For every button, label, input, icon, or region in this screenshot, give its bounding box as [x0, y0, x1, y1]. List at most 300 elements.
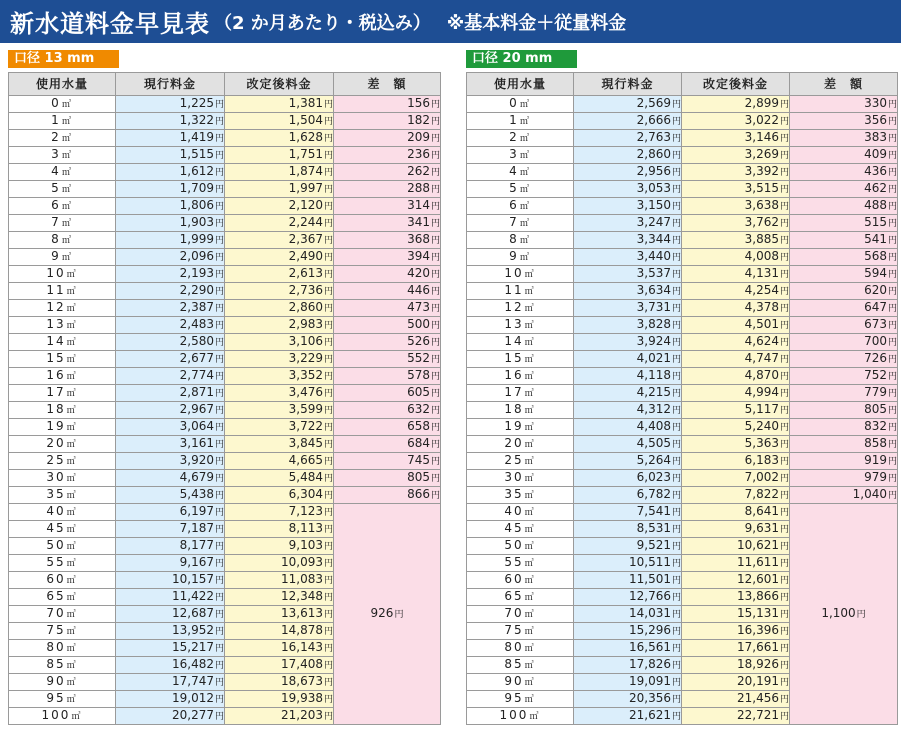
- current-fee-cell-value: 3,053: [636, 181, 671, 195]
- current-fee-cell-value: 4,118: [636, 368, 671, 382]
- revised-fee-cell-value: 3,515: [744, 181, 779, 195]
- revised-fee-cell-unit: 円: [323, 100, 333, 110]
- current-fee-cell-unit: 円: [671, 389, 681, 399]
- revised-fee-cell-value: 3,476: [288, 385, 323, 399]
- usage-cell: [9, 164, 116, 181]
- diff-cell-value: 632: [407, 402, 430, 416]
- current-fee-cell: [116, 215, 225, 232]
- diff-cell-unit: 円: [887, 321, 897, 331]
- diff-cell: [334, 334, 441, 351]
- revised-fee-cell-unit: 円: [323, 559, 333, 569]
- diff-cell-value: 262: [407, 164, 430, 178]
- revised-fee-cell: [682, 470, 790, 487]
- current-fee-cell-value: 15,217: [171, 640, 214, 654]
- usage-cell-unit: ㎥: [524, 355, 536, 365]
- diff-cell: [790, 266, 898, 283]
- diff-cell-unit: 円: [887, 304, 897, 314]
- table-row: [467, 130, 898, 147]
- current-fee-cell-value: 21,621: [628, 708, 671, 722]
- usage-cell-value: 4: [51, 164, 61, 178]
- diff-cell-value: 409: [864, 147, 887, 161]
- revised-fee-cell: [682, 606, 790, 623]
- usage-cell-unit: ㎥: [61, 185, 73, 195]
- table-row: [9, 504, 441, 521]
- revised-fee-cell-unit: 円: [779, 491, 789, 501]
- current-fee-cell-value: 2,871: [179, 385, 214, 399]
- current-fee-cell-unit: 円: [671, 491, 681, 501]
- revised-fee-cell-value: 2,983: [288, 317, 323, 331]
- revised-fee-cell-unit: 円: [323, 474, 333, 484]
- diff-cell-unit: 円: [430, 304, 440, 314]
- usage-cell: [9, 640, 116, 657]
- usage-cell-value: 9: [51, 249, 61, 263]
- usage-cell-unit: ㎥: [524, 508, 536, 518]
- current-fee-cell-unit: 円: [214, 457, 224, 467]
- diff-cell: [790, 368, 898, 385]
- usage-cell-unit: ㎥: [66, 525, 78, 535]
- usage-cell: [467, 368, 574, 385]
- current-fee-cell-value: 3,344: [636, 232, 671, 246]
- current-fee-cell: [574, 436, 682, 453]
- diff-cell: [790, 351, 898, 368]
- usage-cell-value: 2: [509, 130, 519, 144]
- revised-fee-cell-unit: 円: [323, 338, 333, 348]
- current-fee-cell: [574, 198, 682, 215]
- usage-cell-value: 8: [51, 232, 61, 246]
- table-row: [467, 453, 898, 470]
- current-fee-cell-unit: 円: [214, 695, 224, 705]
- usage-cell-value: 12: [504, 300, 524, 314]
- usage-cell-unit: ㎥: [66, 661, 78, 671]
- diff-cell-value: 515: [864, 215, 887, 229]
- table-row: [9, 419, 441, 436]
- usage-cell-unit: ㎥: [524, 389, 536, 399]
- revised-fee-cell: [225, 436, 334, 453]
- usage-cell: [467, 419, 574, 436]
- current-fee-cell: [574, 708, 682, 725]
- revised-fee-cell-unit: 円: [779, 457, 789, 467]
- usage-cell-value: 5: [51, 181, 61, 195]
- revised-fee-cell: [225, 317, 334, 334]
- revised-fee-cell-unit: 円: [779, 559, 789, 569]
- diff-merged-cell: [790, 504, 898, 725]
- usage-cell: [467, 708, 574, 725]
- usage-cell: [9, 300, 116, 317]
- diff-cell-unit: 円: [887, 202, 897, 212]
- usage-cell-value: 15: [504, 351, 524, 365]
- current-fee-cell: [574, 266, 682, 283]
- usage-cell-value: 5: [509, 181, 519, 195]
- revised-fee-cell-value: 1,874: [288, 164, 323, 178]
- diff-cell-value: 436: [864, 164, 887, 178]
- usage-cell: [467, 657, 574, 674]
- revised-fee-cell: [682, 130, 790, 147]
- revised-fee-cell: [682, 521, 790, 538]
- diff-cell-value: 209: [407, 130, 430, 144]
- revised-fee-cell-value: 9,103: [288, 538, 323, 552]
- usage-cell: [9, 555, 116, 572]
- usage-cell-unit: ㎥: [66, 559, 78, 569]
- current-fee-cell: [116, 657, 225, 674]
- revised-fee-cell-value: 2,613: [288, 266, 323, 280]
- current-fee-cell-value: 16,482: [171, 657, 214, 671]
- revised-fee-cell-unit: 円: [323, 270, 333, 280]
- table-row: [9, 147, 441, 164]
- revised-fee-cell-value: 4,665: [288, 453, 323, 467]
- usage-cell: [9, 691, 116, 708]
- current-fee-cell: [574, 504, 682, 521]
- current-fee-cell-value: 1,419: [179, 130, 214, 144]
- revised-fee-cell-unit: 円: [323, 593, 333, 603]
- revised-fee-cell: [225, 691, 334, 708]
- current-fee-cell-unit: 円: [671, 423, 681, 433]
- table-row: [467, 266, 898, 283]
- revised-fee-cell-value: 16,396: [736, 623, 779, 637]
- current-fee-cell-value: 13,952: [171, 623, 214, 637]
- current-fee-cell-value: 8,177: [179, 538, 214, 552]
- usage-cell: [467, 606, 574, 623]
- current-fee-cell-value: 3,150: [636, 198, 671, 212]
- table-body: [9, 96, 441, 725]
- usage-cell-value: 1: [51, 113, 61, 127]
- revised-fee-cell: [682, 572, 790, 589]
- revised-fee-cell-value: 3,722: [288, 419, 323, 433]
- diff-cell-value: 578: [407, 368, 430, 382]
- usage-cell-unit: ㎥: [519, 185, 531, 195]
- usage-cell-unit: ㎥: [66, 287, 78, 297]
- usage-cell-value: 16: [504, 368, 524, 382]
- current-fee-cell-unit: 円: [671, 525, 681, 535]
- usage-cell: [9, 521, 116, 538]
- usage-cell-value: 30: [46, 470, 66, 484]
- revised-fee-cell-unit: 円: [779, 610, 789, 620]
- diff-cell-unit: 円: [430, 253, 440, 263]
- usage-cell-unit: ㎥: [519, 253, 531, 263]
- current-fee-cell-unit: 円: [214, 678, 224, 688]
- diff-cell: [334, 232, 441, 249]
- revised-fee-cell-value: 16,143: [280, 640, 323, 654]
- diff-cell-unit: 円: [430, 117, 440, 127]
- diff-cell: [790, 130, 898, 147]
- usage-cell: [9, 232, 116, 249]
- diff-cell-value: 330: [864, 96, 887, 110]
- revised-fee-cell-value: 3,392: [744, 164, 779, 178]
- revised-fee-cell-value: 1,628: [288, 130, 323, 144]
- revised-fee-cell: [682, 674, 790, 691]
- revised-fee-cell-value: 4,378: [744, 300, 779, 314]
- revised-fee-cell-value: 2,736: [288, 283, 323, 297]
- diff-cell-unit: 円: [887, 423, 897, 433]
- current-fee-cell-value: 1,999: [179, 232, 214, 246]
- usage-cell-value: 85: [46, 657, 66, 671]
- diff-cell-value: 594: [864, 266, 887, 280]
- current-fee-cell-unit: 円: [214, 202, 224, 212]
- page-title-bar: [0, 0, 901, 43]
- usage-cell-value: 25: [46, 453, 66, 467]
- usage-cell-unit: ㎥: [71, 712, 83, 722]
- usage-cell-unit: ㎥: [519, 134, 531, 144]
- current-fee-cell: [116, 504, 225, 521]
- current-fee-cell-unit: 円: [671, 372, 681, 382]
- diff-cell-unit: 円: [430, 423, 440, 433]
- revised-fee-cell: [225, 164, 334, 181]
- usage-cell-unit: ㎥: [66, 372, 78, 382]
- usage-cell-value: 13: [46, 317, 66, 331]
- diff-cell-value: 341: [407, 215, 430, 229]
- table-row: [467, 96, 898, 113]
- usage-cell: [467, 623, 574, 640]
- usage-cell-value: 13: [504, 317, 524, 331]
- usage-cell-unit: ㎥: [519, 100, 531, 110]
- revised-fee-cell-unit: 円: [323, 542, 333, 552]
- revised-fee-cell: [225, 283, 334, 300]
- table-row: [467, 402, 898, 419]
- current-fee-cell: [574, 453, 682, 470]
- revised-fee-cell: [682, 198, 790, 215]
- usage-cell-value: 75: [504, 623, 524, 637]
- revised-fee-cell: [225, 657, 334, 674]
- revised-fee-cell-unit: 円: [779, 661, 789, 671]
- revised-fee-cell-unit: 円: [323, 712, 333, 722]
- revised-fee-cell: [225, 300, 334, 317]
- current-fee-cell: [116, 487, 225, 504]
- usage-cell: [467, 538, 574, 555]
- revised-fee-cell: [225, 555, 334, 572]
- diff-cell-unit: 円: [887, 270, 897, 280]
- usage-cell: [9, 351, 116, 368]
- diff-cell: [790, 164, 898, 181]
- usage-cell-unit: ㎥: [61, 117, 73, 127]
- revised-fee-cell-value: 11,611: [736, 555, 779, 569]
- current-fee-cell: [116, 385, 225, 402]
- revised-fee-cell-value: 18,926: [736, 657, 779, 671]
- revised-fee-cell: [225, 147, 334, 164]
- current-fee-cell-unit: 円: [214, 304, 224, 314]
- revised-fee-cell-unit: 円: [323, 644, 333, 654]
- diff-cell: [790, 470, 898, 487]
- diff-cell-value: 647: [864, 300, 887, 314]
- current-fee-cell: [116, 164, 225, 181]
- current-fee-cell-value: 3,920: [179, 453, 214, 467]
- current-fee-cell-value: 3,924: [636, 334, 671, 348]
- current-fee-cell-unit: 円: [214, 627, 224, 637]
- diff-cell: [334, 266, 441, 283]
- usage-cell-value: 0: [51, 96, 61, 110]
- current-fee-cell: [116, 623, 225, 640]
- diff-cell-value: 700: [864, 334, 887, 348]
- current-fee-cell: [574, 555, 682, 572]
- diff-cell-value: 752: [864, 368, 887, 382]
- diff-cell-unit: 円: [887, 457, 897, 467]
- current-fee-cell-value: 1,903: [179, 215, 214, 229]
- revised-fee-cell: [682, 300, 790, 317]
- usage-cell-value: 16: [46, 368, 66, 382]
- usage-cell-unit: ㎥: [519, 202, 531, 212]
- current-fee-cell: [116, 181, 225, 198]
- usage-cell-unit: ㎥: [66, 474, 78, 484]
- current-fee-cell-unit: 円: [671, 678, 681, 688]
- revised-fee-cell-value: 7,002: [744, 470, 779, 484]
- table-row: [467, 436, 898, 453]
- current-fee-cell-value: 1,612: [179, 164, 214, 178]
- usage-cell-value: 11: [504, 283, 524, 297]
- current-fee-cell-unit: 円: [671, 508, 681, 518]
- revised-fee-cell: [225, 419, 334, 436]
- current-fee-cell: [116, 691, 225, 708]
- diff-cell-unit: 円: [887, 100, 897, 110]
- current-fee-cell-unit: 円: [671, 304, 681, 314]
- current-fee-cell: [116, 640, 225, 657]
- current-fee-cell: [116, 147, 225, 164]
- usage-cell-value: 20: [46, 436, 66, 450]
- revised-fee-cell: [682, 334, 790, 351]
- usage-cell: [9, 215, 116, 232]
- revised-fee-cell-unit: 円: [779, 202, 789, 212]
- current-fee-cell: [574, 487, 682, 504]
- table-row: [467, 300, 898, 317]
- diff-cell-unit: 円: [430, 491, 440, 501]
- current-fee-cell-value: 1,709: [179, 181, 214, 195]
- diff-cell: [334, 487, 441, 504]
- diff-cell: [334, 96, 441, 113]
- current-fee-cell: [574, 640, 682, 657]
- usage-cell-value: 10: [504, 266, 524, 280]
- current-fee-cell: [116, 317, 225, 334]
- table-row: [467, 164, 898, 181]
- revised-fee-cell-value: 3,106: [288, 334, 323, 348]
- diff-cell: [334, 130, 441, 147]
- usage-cell-value: 19: [504, 419, 524, 433]
- current-fee-cell: [574, 657, 682, 674]
- diff-cell-unit: 円: [887, 440, 897, 450]
- current-fee-cell: [116, 453, 225, 470]
- usage-cell: [467, 436, 574, 453]
- usage-cell: [467, 215, 574, 232]
- current-fee-cell-value: 2,666: [636, 113, 671, 127]
- usage-cell-unit: ㎥: [66, 304, 78, 314]
- table-header-row: [467, 73, 898, 96]
- revised-fee-cell: [682, 402, 790, 419]
- usage-cell-value: 12: [46, 300, 66, 314]
- current-fee-cell-unit: 円: [214, 185, 224, 195]
- revised-fee-cell-unit: 円: [779, 423, 789, 433]
- usage-cell: [9, 266, 116, 283]
- current-fee-cell-value: 8,531: [636, 521, 671, 535]
- diff-cell-unit: 円: [887, 236, 897, 246]
- current-fee-cell-value: 4,408: [636, 419, 671, 433]
- current-fee-cell-value: 20,356: [628, 691, 671, 705]
- current-fee-cell-value: 2,967: [179, 402, 214, 416]
- usage-cell-value: 0: [509, 96, 519, 110]
- revised-fee-cell-unit: 円: [323, 287, 333, 297]
- revised-fee-cell-value: 3,845: [288, 436, 323, 450]
- diff-cell: [334, 113, 441, 130]
- revised-fee-cell-unit: 円: [323, 423, 333, 433]
- current-fee-cell-value: 6,023: [636, 470, 671, 484]
- diff-cell-value: 236: [407, 147, 430, 161]
- revised-fee-cell: [225, 470, 334, 487]
- diff-cell-value: 805: [864, 402, 887, 416]
- diff-cell-unit: 円: [887, 338, 897, 348]
- diff-cell-value: 568: [864, 249, 887, 263]
- revised-fee-cell-value: 6,304: [288, 487, 323, 501]
- revised-fee-cell-value: 1,504: [288, 113, 323, 127]
- usage-cell: [9, 147, 116, 164]
- revised-fee-cell-unit: 円: [323, 389, 333, 399]
- page-subtitle: （2 か月あたり・税込み）: [214, 12, 431, 34]
- revised-fee-cell-unit: 円: [779, 508, 789, 518]
- usage-cell: [9, 708, 116, 725]
- revised-fee-cell-value: 4,747: [744, 351, 779, 365]
- current-fee-cell-value: 2,193: [179, 266, 214, 280]
- usage-cell-value: 90: [504, 674, 524, 688]
- revised-fee-cell-value: 13,866: [736, 589, 779, 603]
- usage-cell-unit: ㎥: [524, 287, 536, 297]
- usage-cell: [9, 249, 116, 266]
- current-fee-cell-unit: 円: [214, 644, 224, 654]
- current-fee-cell-unit: 円: [671, 695, 681, 705]
- revised-fee-cell: [225, 113, 334, 130]
- diff-cell: [334, 164, 441, 181]
- revised-fee-cell: [225, 402, 334, 419]
- table-row: [9, 334, 441, 351]
- revised-fee-cell-unit: 円: [779, 304, 789, 314]
- current-fee-cell: [116, 470, 225, 487]
- current-fee-cell: [116, 130, 225, 147]
- revised-fee-cell-value: 4,870: [744, 368, 779, 382]
- usage-cell: [9, 130, 116, 147]
- current-fee-cell-value: 3,064: [179, 419, 214, 433]
- usage-cell-value: 6: [51, 198, 61, 212]
- diameter-13-badge: 口径 13 mm: [8, 50, 119, 68]
- usage-cell-value: 55: [504, 555, 524, 569]
- current-fee-cell-value: 2,774: [179, 368, 214, 382]
- usage-cell-unit: ㎥: [529, 712, 541, 722]
- diff-cell: [334, 419, 441, 436]
- current-fee-cell: [116, 538, 225, 555]
- diff-cell: [790, 487, 898, 504]
- usage-cell-value: 8: [509, 232, 519, 246]
- usage-cell-value: 60: [46, 572, 66, 586]
- revised-fee-cell-unit: 円: [323, 321, 333, 331]
- diff-cell-unit: 円: [887, 219, 897, 229]
- current-fee-cell-value: 5,264: [636, 453, 671, 467]
- revised-fee-cell-value: 2,490: [288, 249, 323, 263]
- revised-fee-cell-unit: 円: [323, 253, 333, 263]
- revised-fee-cell: [225, 708, 334, 725]
- usage-cell-value: 14: [504, 334, 524, 348]
- usage-cell-value: 9: [509, 249, 519, 263]
- table-row: [9, 453, 441, 470]
- diff-cell: [334, 198, 441, 215]
- table-row: [467, 334, 898, 351]
- current-fee-cell-unit: 円: [671, 185, 681, 195]
- usage-cell-value: 40: [46, 504, 66, 518]
- usage-cell: [467, 130, 574, 147]
- revised-fee-cell-value: 2,367: [288, 232, 323, 246]
- usage-cell-unit: ㎥: [66, 542, 78, 552]
- table-row: [467, 249, 898, 266]
- usage-cell: [467, 521, 574, 538]
- current-fee-cell: [116, 419, 225, 436]
- table-row: [9, 317, 441, 334]
- revised-fee-cell-value: 3,885: [744, 232, 779, 246]
- diff-cell-unit: 円: [430, 151, 440, 161]
- revised-fee-cell-unit: 円: [779, 678, 789, 688]
- usage-cell: [9, 368, 116, 385]
- current-fee-cell: [574, 385, 682, 402]
- diff-cell-value: 1,040: [852, 487, 887, 501]
